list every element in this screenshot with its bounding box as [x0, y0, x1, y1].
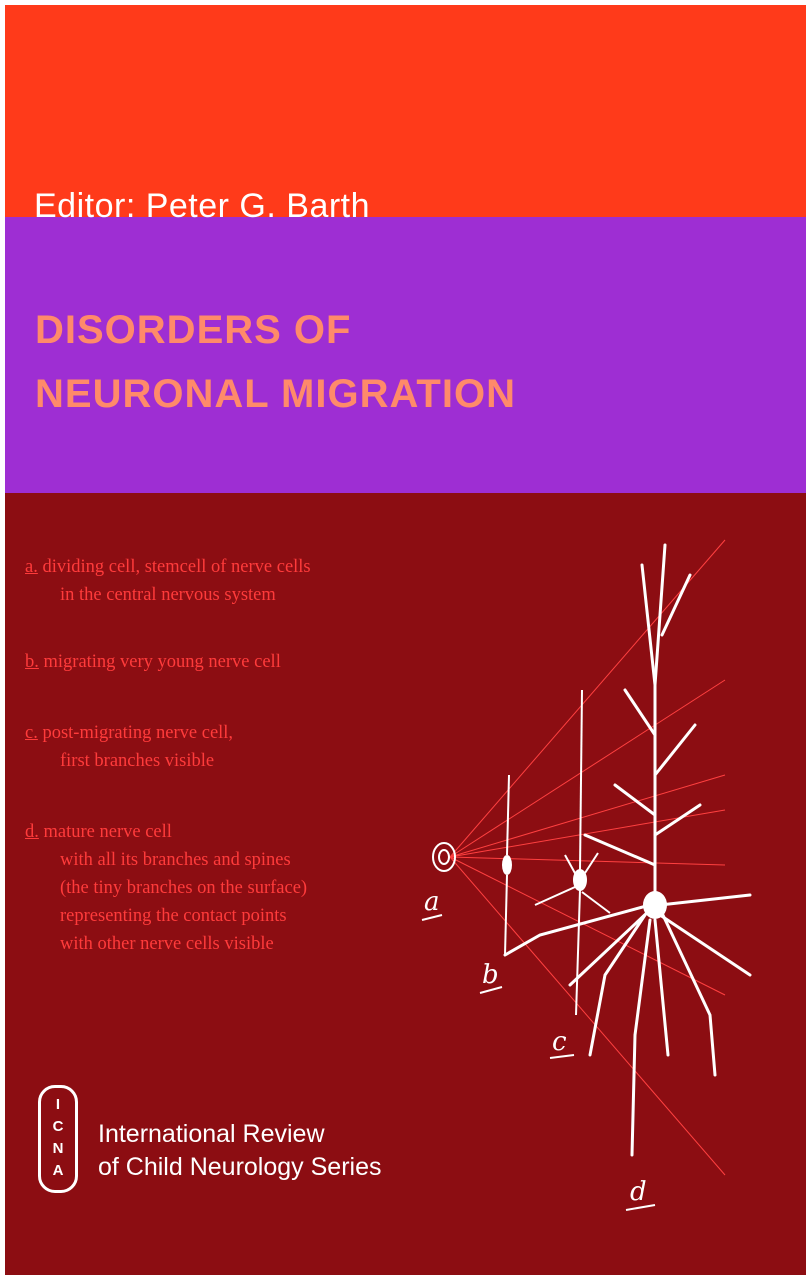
- legend-text-d: mature nerve cell: [38, 822, 172, 842]
- legend-item-a: [25, 553, 311, 609]
- series-name: [98, 1118, 381, 1184]
- drawing-label-b: b: [482, 960, 499, 990]
- legend-item-c: [25, 719, 233, 775]
- series-line-2: of Child Neurology Series: [98, 1153, 382, 1181]
- post-migrating-cell-c: [535, 690, 610, 1015]
- neuron-illustration: [410, 535, 806, 1235]
- legend-text-d-line3: (the tiny branches on the surface): [60, 878, 308, 898]
- icna-badge: [38, 1085, 78, 1193]
- legend-key-d: d.: [25, 822, 39, 842]
- legend-text-d-line2: with all its branches and spines: [60, 850, 291, 870]
- title-line-2: NEURONAL MIGRATION: [35, 372, 516, 416]
- drawing-label-a: a: [424, 887, 440, 917]
- badge-letter-i: I: [55, 1096, 61, 1113]
- mature-cell-body: [643, 891, 667, 919]
- drawing-label-c: c: [552, 1027, 567, 1057]
- ray-lines: [450, 540, 725, 1175]
- legend-key-a: a.: [25, 557, 38, 577]
- legend-text-c-line2: first branches visible: [60, 751, 215, 771]
- badge-letter-c: C: [52, 1118, 64, 1135]
- legend-item-d: [25, 818, 307, 958]
- legend-key-c: c.: [25, 723, 38, 743]
- mature-cell-d: [505, 545, 750, 1155]
- book-cover: [5, 5, 806, 1275]
- book-title: [35, 298, 516, 426]
- drawing-label-d: d: [630, 1177, 647, 1207]
- legend-text-a: dividing cell, stemcell of nerve cells: [37, 557, 311, 577]
- legend-text-c: post-migrating nerve cell,: [37, 723, 234, 743]
- legend-key-b: b.: [25, 652, 39, 672]
- badge-letter-a: A: [52, 1162, 64, 1179]
- legend-text-d-line4: representing the contact points: [60, 906, 287, 926]
- legend-text-b: migrating very young nerve cell: [38, 652, 281, 672]
- title-line-1: DISORDERS OF: [35, 308, 352, 352]
- migrating-cell-b: [503, 775, 511, 955]
- legend-text-d-line5: with other nerve cells visible: [60, 934, 274, 954]
- top-color-band: [5, 5, 806, 217]
- badge-letter-n: N: [52, 1140, 64, 1157]
- legend-text-a-line2: in the central nervous system: [60, 585, 276, 605]
- legend-item-b: [25, 648, 281, 676]
- editor-credit: Editor: Peter G. Barth: [34, 187, 371, 225]
- series-line-1: International Review: [98, 1120, 325, 1148]
